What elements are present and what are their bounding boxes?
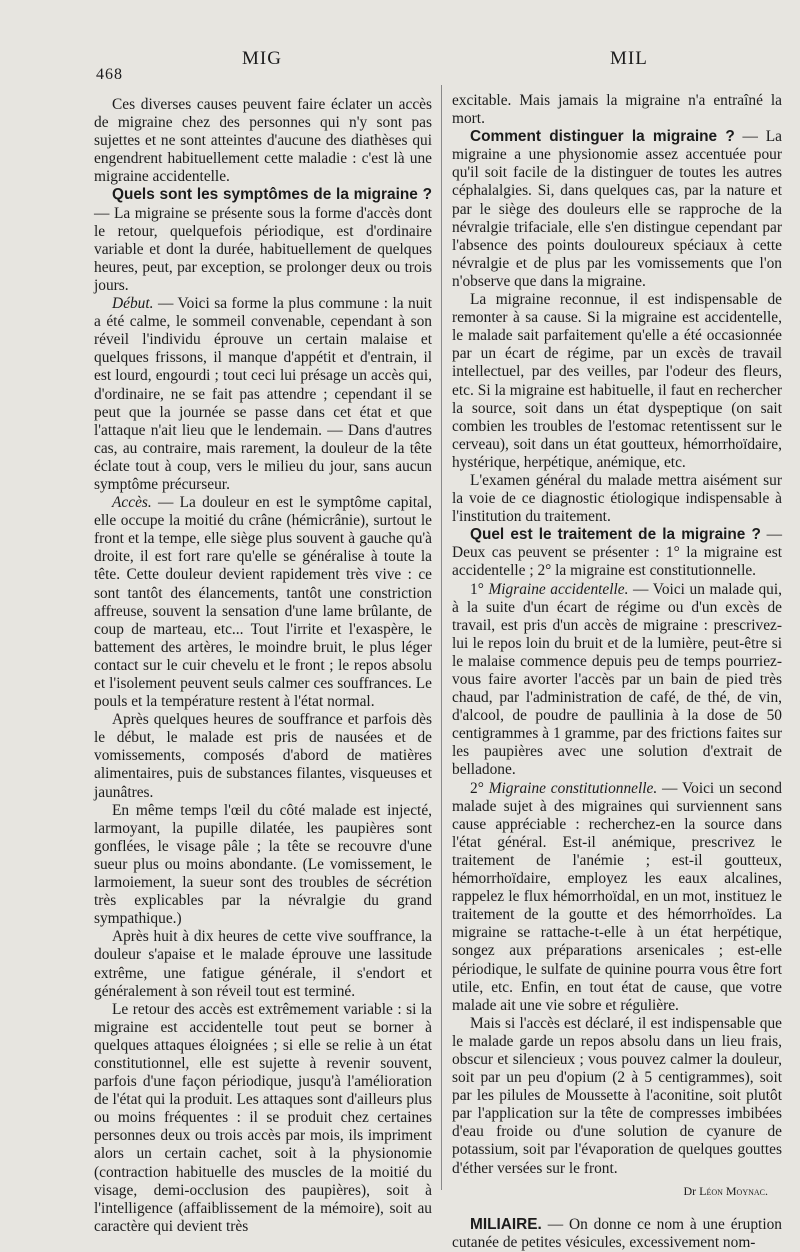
- paragraph-apres: Après quelques heures de souffrance et parfois dès le début, le malade est pris de nausées et de vomissements, composés d'abord de matières alimentaires, puis de substances filantes, visqueuses et jaunâtres.: [94, 711, 432, 801]
- paragraph-causes: Ces diverses causes peuvent faire éclater un accès de migraine chez des personnes qui n'y sont pas sujettes et ne sont atteintes d'aucune des diathèses qui engendrent habituellement cette maladie : c'est là une migraine accidentelle.: [94, 96, 432, 186]
- question-heading-symptomes: Quels sont les symptômes de la migraine ?: [112, 186, 432, 204]
- paragraph-meme-temps: En même temps l'œil du côté malade est injecté, larmoyant, la pupille dilatée, les paupières sont gonflées, le visage pâle ; la tête se recouvre d'une sueur plus ou moins abondante. (Le vomissement, le larmoiement, la sueur sont des troubles de sécrétion très explicables par la névralgie du grand sympathique.): [94, 801, 432, 928]
- paragraph-miliaire: MILIAIRE. — On donne ce nom à une éruption cutanée de petites vésicules, excessivement nom-: [452, 1215, 782, 1251]
- paragraph-retour: Le retour des accès est extrêmement variable : si la migraine est accidentelle tout peut se borner à quelques attaques éloignées ; si elle se relie à un état constitutionnel, elle est sujette à revenir souvent, parfois d'une façon périodique, jusqu'à l'amélioration de l'état qui la produit. Les attaques sont d'ailleurs plus ou moins fréquentes : il se produit chez certaines personnes deux ou trois accès par mois, ils impriment alors un certain cachet, soit à la physionomie (contraction habituelle des muscles de la moitié du visage, demi-occlusion des paupières), soit à l'intelligence (affaiblissement de la mémoire), soit au caractère qui devient très: [94, 1000, 432, 1235]
- page-number: 468: [96, 66, 123, 83]
- question-heading-traitement: Quel est le traitement de la migraine ?: [470, 526, 761, 544]
- paragraph-symptomes: Quels sont les symptômes de la migraine ? — La migraine se présente sous la forme d'accès dont le retour, quelquefois périodique, est d'ordinaire variable et dont la durée, habituellement de quelques heures, peut, par exception, se prolonger deux ou trois jours.: [94, 186, 432, 294]
- paragraph-migraine-accidentelle: 1° Migraine accidentelle. — Voici un malade qui, à la suite d'un écart de régime ou d'un excès de travail, est pris d'un accès de migraine : prescrivez-lui le repos loin du bruit et de la lumière, peut-être si le malaise commence depuis peu de temps pourriez-vous faire avorter l'accès par un bain de pied très chaud, par l'administration de café, de thé, de vin, d'alcool, de poudre de paullinia à la dose de 50 centigrammes à 1 gramme, par des frictions faites sur les paupières avec une solution d'extrait de belladone.: [452, 580, 782, 779]
- paragraph-huit-heures: Après huit à dix heures de cette vive souffrance, la douleur s'apaise et le malade éprouve une lassitude extrême, une fatigue générale, il s'endort et généralement à son réveil tout est terminé.: [94, 928, 432, 1000]
- right-column: [452, 92, 782, 1252]
- subheading-migraine-accidentelle: Migraine accidentelle.: [488, 580, 629, 598]
- entry-gap: [452, 1200, 782, 1216]
- author-signature: Dr Léon Moynac.: [683, 1183, 768, 1198]
- paragraph-distinguer: Comment distinguer la migraine ? — La migraine a une physionomie assez accentuée pour qu'il soit facile de la distinguer de toutes les autres céphalalgies. Si, dans quelques cas, par la nature et par le siège des douleurs elle se rapproche de la névralgie trifaciale, elle s'en distingue cependant par l'absence des points douloureux spéciaux à cette névralgie et de plus par les vomissements que l'on n'observe que dans la migraine.: [452, 128, 782, 290]
- subheading-debut: Début.: [112, 295, 154, 313]
- paragraph-acces: Accès. — La douleur en est le symptôme capital, elle occupe la moitié du crâne (hémicrânie), surtout le front et la tempe, elle siège plus souvent à gauche qu'à droite, il est fort rare qu'elle se généralise à toute la tête. Cette douleur devient rapidement très vive : ce sont tantôt des élancements, tantôt une constriction affreuse, souvent la sensation d'une lame brûlante, de coup de marteau, etc... Tout l'irrite et l'exaspère, le battement des artères, le moindre bruit, le plus léger contact sur le cuir chevelu et le front ; le repos absolu et l'isolement peuvent seuls calmer ces souffrances. Le pouls et la température restent à l'état normal.: [94, 494, 432, 711]
- running-head-right: MIL: [610, 48, 648, 69]
- paragraph-traitement: Quel est le traitement de la migraine ? — Deux cas peuvent se présenter : 1° la migraine est accidentelle ; 2° la migraine est constitutionnelle.: [452, 526, 782, 580]
- subheading-migraine-constitutionnelle: Migraine constitutionnelle.: [488, 779, 658, 797]
- entry-heading-miliaire: MILIAIRE.: [470, 1215, 542, 1233]
- subheading-acces: Accès.: [112, 494, 152, 512]
- paragraph-reconnue: La migraine reconnue, il est indispensable de remonter à sa cause. Si la migraine est accidentelle, le malade sait parfaitement qu'elle a été occasionnée par un écart de régime, par un excès de travail intellectuel, par des veilles, par l'odeur des fleurs, etc. Si la migraine est habituelle, il faut en rechercher la source, soit dans un état dyspeptique (on sait combien les troubles de l'estomac retentissent sur le cerveau), soit dans un état goutteux, hémorrhoïdaire, hystérique, herpétique, anémique, etc.: [452, 291, 782, 471]
- column-divider: [441, 85, 442, 1190]
- paragraph-debut: Début. — Voici sa forme la plus commune : la nuit a été calme, le sommeil convenable, cependant à son réveil l'individu éprouve un certain malaise et quelques frissons, il manque d'appétit et d'entrain, il est lourd, engourdi ; tout ceci lui présage un accès qui, d'ordinaire, ne se fait pas attendre ; cependant il se peut que la journée se passe dans cet état et que l'attaque n'ait lieu que le lendemain. — Dans d'autres cas, au contraire, mais rarement, la douleur de la tête éclate tout à coup, vers le milieu du jour, sans aucun symptôme précurseur.: [94, 295, 432, 493]
- left-column: [94, 96, 432, 1236]
- paragraph-continuation: excitable. Mais jamais la migraine n'a entraîné la mort.: [452, 92, 782, 128]
- paragraph-migraine-constitutionnelle: 2° Migraine constitutionnelle. — Voici un second malade sujet à des migraines qui surviennent sans cause appréciable : recherchez-en la source dans l'état général. Est-il anémique, prescrivez le traitement de l'anémie ; est-il goutteux, hémorrhoïdaire, employez les eaux alcalines, rappelez le flux hémorrhoïdal, en un mot, instituez le traitement de la goutte et des hémorrhoïdes. La migraine se rattache-t-elle à un état herpétique, songez aux préparations arsenicales ; est-elle périodique, le sulfate de quinine pourra vous être fort utile, etc. Enfin, en tout état de cause, que votre malade ait une vie sobre et régulière.: [452, 779, 782, 1014]
- paragraph-examen: L'examen général du malade mettra aisément sur la voie de ce diagnostic étiologique indispensable à l'institution du traitement.: [452, 471, 782, 526]
- question-heading-distinguer: Comment distinguer la migraine ?: [470, 128, 735, 146]
- running-head-left: MIG: [242, 48, 282, 69]
- paragraph-acces-declare: Mais si l'accès est déclaré, il est indispensable que le malade garde un repos absolu dans un lieu frais, obscur et silencieux ; vous pouvez calmer la douleur, soit par un peu d'opium (2 à 5 centigrammes), soit par les pilules de Moussette à l'aconitine, soit plutôt par l'application sur la tête de compresses imbibées d'eau froide ou d'une solution de cyanure de potassium, soit par l'évaporation de quelques gouttes d'éther versées sur le front.: [452, 1014, 782, 1177]
